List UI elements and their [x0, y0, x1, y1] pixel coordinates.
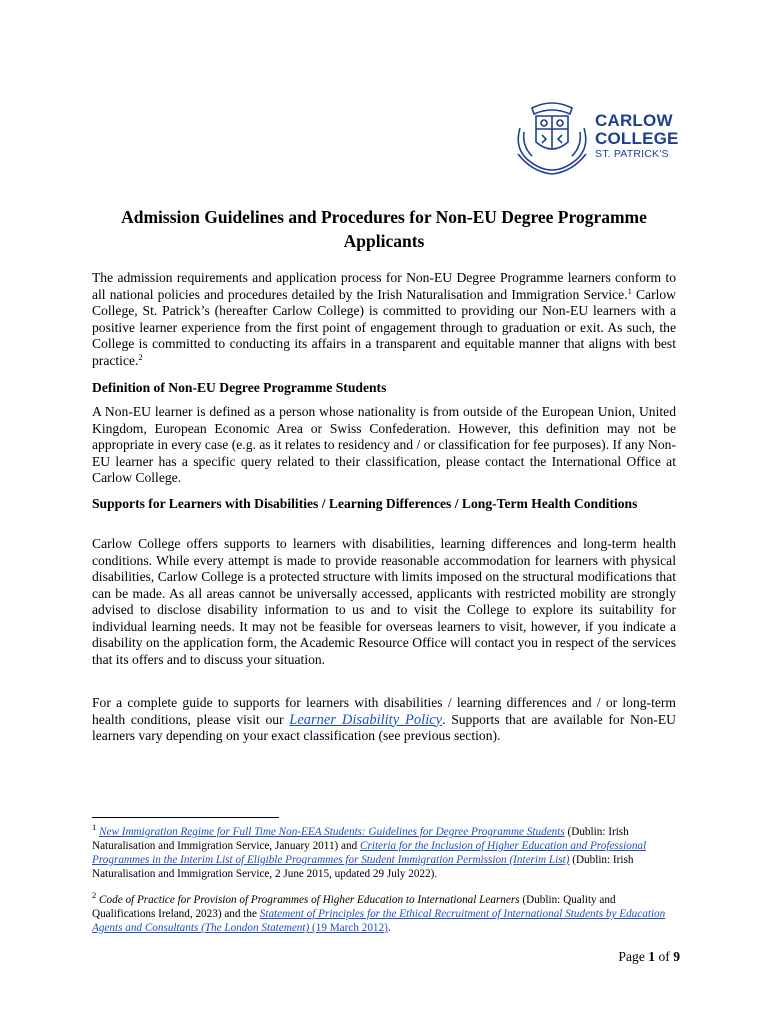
- supports-guide-text-after: . Supports that are available for Non-EU learners vary depending on your exact classification (see previous section).: [92, 711, 677, 743]
- supports-paragraph: Carlow College offers supports to learners with disabilities, learning differences and long-term health conditions. While every attempt is made to provide reasonable accommodation for learners with physical disabilities, Carlow College is a protected structure with limits imposed on the structural modifications that can be made. As all areas cannot be universally accessed, applicants with restricted mobility are strongly advised to disclose disability information to us and to visit the College to explore its suitability for individual learning needs. It may not be feasible for overseas learners to visit, however, if you indicate a disability on the application form, the Academic Resource Office will contact you in respect of the services that its offers and to discuss your situation.: [92, 536, 676, 667]
- footnote-2-code-of-practice: Code of Practice for Provision of Programmes of Higher Education to International Learners: [99, 894, 520, 906]
- page-total: 9: [673, 949, 680, 964]
- footnote-2-link-london-statement[interactable]: Statement of Principles for the Ethical Recruitment of International Students by Education Agents and Consultants (The London Statement): [92, 908, 666, 934]
- footnote-ref-2[interactable]: 2: [138, 351, 143, 362]
- page-of: of: [658, 949, 670, 964]
- logo-line-carlow: CARLOW: [595, 111, 673, 130]
- section-heading-supports: Supports for Learners with Disabilities / Learning Differences / Long-Term Health Conditions: [92, 496, 638, 511]
- page-number: [590, 949, 680, 965]
- supports-guide-paragraph: [92, 695, 676, 745]
- footnote-2-end: .: [387, 922, 391, 934]
- footnote-2: [92, 890, 676, 935]
- footnote-2-link-date[interactable]: (19 March 2012): [309, 922, 388, 934]
- footnote-2-number: 2: [92, 890, 97, 900]
- footnote-1: [92, 822, 676, 881]
- footnote-1-text2: (Dublin: Irish Naturalisation and Immigration Service, 2 June 2015, updated 29 July 2022).: [92, 854, 634, 880]
- footnote-1-text1: (Dublin: Irish Naturalisation and Immigration Service, January 2011) and: [92, 826, 629, 852]
- footnote-2-text1: (Dublin: Quality and Qualifications Ireland, 2023) and the: [92, 894, 616, 920]
- intro-text-part1: The admission requirements and application process for Non-EU Degree Programme learners conform to all national policies and procedures detailed by the Irish Naturalisation and Immigration Service.: [92, 270, 676, 302]
- footnote-ref-1[interactable]: 1: [627, 285, 632, 296]
- section-heading-definition: Definition of Non-EU Degree Programme Students: [92, 380, 387, 395]
- college-logo: [512, 98, 677, 176]
- page-current: 1: [648, 949, 656, 964]
- college-logo-wordmark: [595, 112, 679, 160]
- intro-paragraph: [92, 270, 676, 369]
- logo-line-st-patricks: ST. PATRICK'S: [595, 148, 669, 160]
- definition-paragraph: A Non-EU learner is defined as a person whose nationality is from outside of the European Union, United Kingdom, European Economic Area or Swiss Confederation. However, this definition may not be appropriate in every case (e.g. as it relates to residency and / or classification for fee purposes). If any Non-EU learner has a specific query related to their classification, please contact the International Office at Carlow College.: [92, 404, 676, 485]
- footnote-1-number: 1: [92, 822, 97, 832]
- document-title: Admission Guidelines and Procedures for Non-EU Degree Programme Applicants: [121, 207, 647, 251]
- footnote-divider: [92, 817, 279, 818]
- intro-text-part2: Carlow College, St. Patrick’s (hereafter Carlow College) is committed to providing our Non-EU learners with a positive learner experience from the first point of engagement through to graduation or exit. As such, the College is committed to conducting its affairs in a transparent and equitable manner that aligns with best practice.: [92, 286, 676, 368]
- college-crest-icon: [512, 98, 592, 176]
- supports-guide-text-before: For a complete guide to supports for learners with disabilities / learning differences and / or long-term health conditions, please visit our: [92, 695, 676, 727]
- page-label: Page: [618, 949, 645, 964]
- footnote-1-link-criteria[interactable]: Criteria for the Inclusion of Higher Education and Professional Programmes in the Interim List of Eligible Programmes for Student Immigration Permission (Interim List): [92, 840, 647, 866]
- logo-line-college: COLLEGE: [595, 129, 679, 148]
- footnote-1-link-immigration-regime[interactable]: New Immigration Regime for Full Time Non-EEA Students: Guidelines for Degree Programme Students: [99, 826, 565, 838]
- learner-disability-policy-link[interactable]: Learner Disability Policy: [289, 711, 443, 728]
